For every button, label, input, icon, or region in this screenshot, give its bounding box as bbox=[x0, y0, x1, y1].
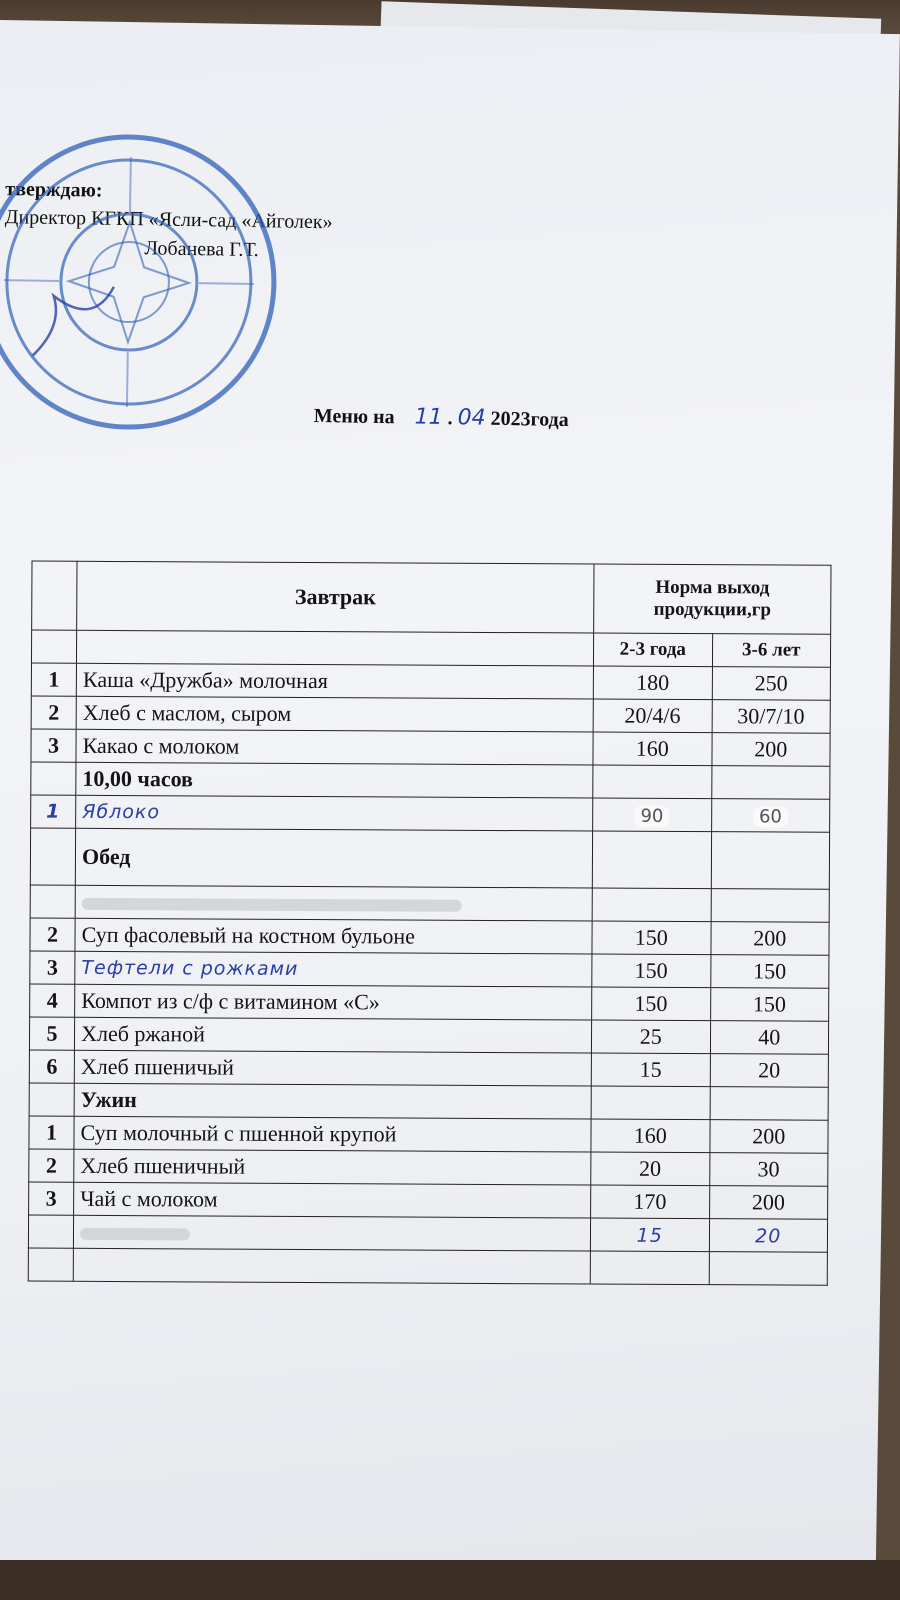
table-row: 2 Суп фасолевый на костном бульоне 150 200 bbox=[30, 918, 829, 955]
table-row: 6 Хлеб пшеничый 15 20 bbox=[29, 1050, 828, 1087]
title-month: 04 bbox=[457, 405, 486, 431]
section-row-dinner: Ужин bbox=[29, 1083, 828, 1120]
menu-document bbox=[0, 20, 900, 1594]
table-row: 3 Какао с молоком 160 200 bbox=[31, 729, 830, 766]
header-meal: Завтрак bbox=[77, 561, 594, 633]
table-row: 1 Каша «Дружба» молочная 180 250 bbox=[31, 663, 830, 700]
table-row: 3 Чай с молоком 170 200 bbox=[29, 1182, 828, 1219]
table-row: 5 Хлеб ржаной 25 40 bbox=[29, 1017, 828, 1054]
title-year: 2023года bbox=[490, 407, 569, 431]
title-day: 11 bbox=[414, 404, 443, 431]
title-prefix: Меню на bbox=[313, 404, 395, 429]
erased-extra-row: 15 20 bbox=[28, 1215, 827, 1252]
erased-text bbox=[80, 1228, 190, 1241]
table-row: 1 Суп молочный с пшенной крупой 160 200 bbox=[29, 1116, 828, 1153]
empty-row bbox=[28, 1248, 827, 1285]
age-row bbox=[31, 630, 830, 667]
age-col-1: 2-3 года bbox=[593, 633, 712, 667]
approve-director: Директор КГКП «Ясли-сад «Айголек» bbox=[4, 206, 333, 234]
erased-text bbox=[82, 898, 462, 912]
table-row: 1 Яблоко 90 60 bbox=[31, 795, 830, 832]
approve-signatory: Лобанева Г.Т. bbox=[144, 237, 259, 261]
table-header-row bbox=[32, 561, 831, 634]
official-stamp-icon bbox=[0, 125, 286, 440]
table-row: 4 Компот из с/ф с витамином «С» 150 150 bbox=[30, 984, 829, 1021]
menu-table bbox=[28, 561, 832, 1286]
table-row: 2 Хлеб пшеничный 20 30 bbox=[29, 1149, 828, 1186]
desk-bottom bbox=[0, 1560, 900, 1600]
menu-title bbox=[314, 403, 569, 432]
erased-row bbox=[30, 885, 829, 922]
section-row-lunch: Обед bbox=[30, 828, 829, 889]
table-row: 3 Тефтели с рожками 150 150 bbox=[30, 951, 829, 988]
section-row-snack: 10,00 часов bbox=[31, 762, 830, 799]
age-col-2: 3-6 лет bbox=[712, 634, 831, 668]
title-separator: . bbox=[447, 407, 453, 430]
header-norm: Норма выход продукции,гр bbox=[594, 564, 831, 634]
table-row: 2 Хлеб с маслом, сыром 20/4/6 30/7/10 bbox=[31, 696, 830, 733]
approve-heading: тверждаю: bbox=[5, 178, 103, 202]
